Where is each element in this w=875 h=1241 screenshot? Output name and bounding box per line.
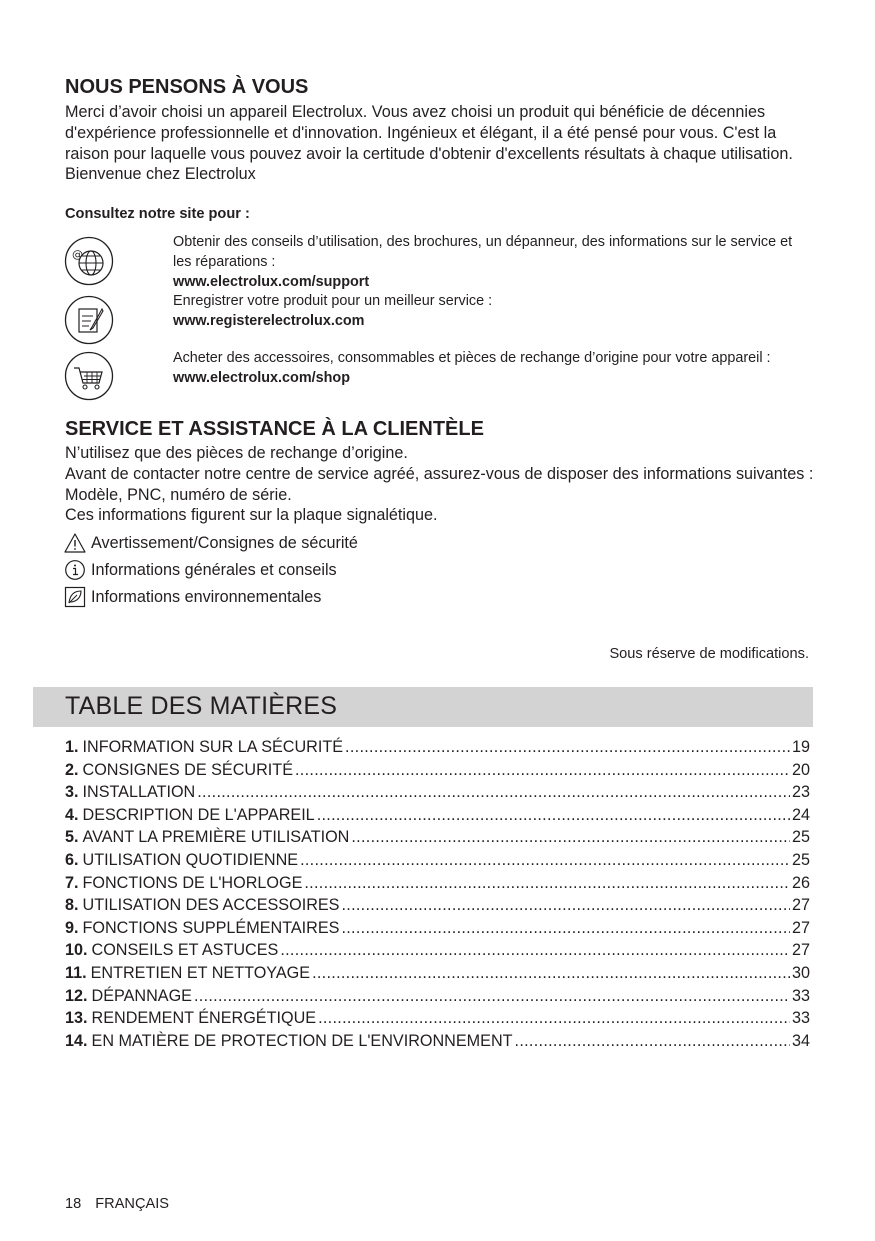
toc-leader <box>345 736 790 759</box>
toc-item[interactable] <box>65 736 810 759</box>
toc-label: DESCRIPTION DE L'APPAREIL <box>82 805 315 824</box>
toc-item[interactable] <box>65 917 810 940</box>
legend-environment <box>64 586 321 608</box>
service-text: Obtenir des conseils d’utilisation, des brochures, un dépanneur, des informations sur le service et les réparations : <box>173 234 793 270</box>
toc-label: CONSIGNES DE SÉCURITÉ <box>82 760 293 779</box>
globe-at-icon <box>64 236 114 286</box>
toc-number: 13. <box>65 1009 88 1028</box>
service-item-support <box>173 232 813 292</box>
service-item-register <box>173 291 813 331</box>
toc-page: 30 <box>791 963 810 982</box>
toc-item[interactable] <box>65 962 810 985</box>
toc-page: 24 <box>791 805 810 824</box>
toc-leader <box>295 759 790 782</box>
toc-item[interactable] <box>65 781 810 804</box>
assistance-line: Avant de contacter notre centre de service agréé, assurez-vous de disposer des informations suivantes : Modèle, PNC, numéro de série. <box>65 464 814 504</box>
legend-info <box>64 559 337 581</box>
service-text: Enregistrer votre produit pour un meilleur service : <box>173 293 493 309</box>
toc-leader <box>304 872 790 895</box>
shopping-cart-icon <box>64 351 114 401</box>
toc-item[interactable] <box>65 849 810 872</box>
legend-label: Informations générales et conseils <box>91 561 337 579</box>
intro-paragraph: Merci d’avoir choisi un appareil Electrolux. Vous avez choisi un produit qui bénéficie de décennies d'expérience professionnelle et d'innovation. Ingénieux et élégant, il a été pensé pour vous. C'est la raison pour laquelle vous pouvez avoir la certitude d'obtenir d'excellents résultats à chaque utilisation. <box>65 103 793 163</box>
toc-number: 14. <box>65 1031 88 1050</box>
registration-icon <box>64 295 114 345</box>
toc-page: 27 <box>791 896 810 915</box>
toc-label: UTILISATION DES ACCESSOIRES <box>82 896 340 915</box>
toc-number: 7. <box>65 873 79 892</box>
register-link[interactable]: www.registerelectrolux.com <box>173 313 365 329</box>
toc-leader <box>341 894 790 917</box>
toc-leader <box>317 804 790 827</box>
toc-number: 5. <box>65 828 79 847</box>
toc-page: 33 <box>791 986 810 1005</box>
table-of-contents <box>65 736 810 1052</box>
toc-leader <box>351 826 790 849</box>
toc-number: 12. <box>65 986 88 1005</box>
toc-page: 25 <box>791 828 810 847</box>
toc-label: DÉPANNAGE <box>91 986 192 1005</box>
legend-label: Informations environnementales <box>91 588 322 606</box>
toc-page: 23 <box>791 783 810 802</box>
modifications-note: Sous réserve de modifications. <box>609 646 809 662</box>
toc-label: INFORMATION SUR LA SÉCURITÉ <box>82 738 344 756</box>
page-number: 18 <box>65 1196 82 1212</box>
assistance-line: N’utilisez que des pièces de rechange d’origine. <box>65 444 408 462</box>
toc-page: 34 <box>791 1031 810 1050</box>
page-footer <box>65 1196 169 1212</box>
toc-item[interactable] <box>65 894 810 917</box>
toc-leader <box>312 962 790 985</box>
legend-warning <box>64 532 358 554</box>
toc-item[interactable] <box>65 985 810 1008</box>
toc-leader <box>197 781 790 804</box>
toc-label: INSTALLATION <box>82 783 196 802</box>
toc-number: 11. <box>65 963 87 982</box>
leaf-icon <box>64 586 86 608</box>
toc-leader <box>318 1007 790 1030</box>
toc-leader <box>194 985 790 1008</box>
toc-label: ENTRETIEN ET NETTOYAGE <box>90 963 311 982</box>
toc-title: TABLE DES MATIÈRES <box>65 692 338 720</box>
toc-leader <box>280 939 790 962</box>
toc-item[interactable] <box>65 872 810 895</box>
assistance-text <box>65 443 815 526</box>
toc-label: UTILISATION QUOTIDIENNE <box>82 850 299 869</box>
toc-label: CONSEILS ET ASTUCES <box>91 941 279 960</box>
toc-page: 27 <box>791 918 810 937</box>
shop-link[interactable]: www.electrolux.com/shop <box>173 370 350 386</box>
toc-page: 26 <box>791 873 810 892</box>
toc-number: 9. <box>65 918 79 937</box>
toc-label: FONCTIONS SUPPLÉMENTAIRES <box>82 918 340 937</box>
toc-leader <box>341 917 790 940</box>
support-link[interactable]: www.electrolux.com/support <box>173 274 370 290</box>
toc-label: RENDEMENT ÉNERGÉTIQUE <box>91 1009 317 1028</box>
toc-item[interactable] <box>65 804 810 827</box>
intro-text <box>65 102 815 185</box>
intro-title: NOUS PENSONS À VOUS <box>65 76 309 98</box>
toc-number: 6. <box>65 850 79 869</box>
toc-page: 19 <box>791 738 810 756</box>
assistance-title: SERVICE ET ASSISTANCE À LA CLIENTÈLE <box>65 418 484 440</box>
legend-label: Avertissement/Consignes de sécurité <box>91 534 358 552</box>
toc-leader <box>300 849 790 872</box>
toc-number: 2. <box>65 760 79 779</box>
toc-label: AVANT LA PREMIÈRE UTILISATION <box>82 828 350 847</box>
toc-item[interactable] <box>65 1030 810 1053</box>
toc-item[interactable] <box>65 826 810 849</box>
footer-language: FRANÇAIS <box>95 1196 170 1212</box>
svg-text:@: @ <box>72 248 83 261</box>
toc-item[interactable] <box>65 1007 810 1030</box>
toc-page: 33 <box>791 1009 810 1028</box>
service-item-shop <box>173 348 813 388</box>
toc-item[interactable] <box>65 939 810 962</box>
toc-page: 27 <box>791 941 810 960</box>
toc-number: 1. <box>65 738 79 756</box>
toc-leader <box>515 1030 790 1053</box>
toc-number: 10. <box>65 941 88 960</box>
toc-label: EN MATIÈRE DE PROTECTION DE L'ENVIRONNEMENT <box>91 1031 513 1050</box>
toc-label: FONCTIONS DE L'HORLOGE <box>82 873 303 892</box>
toc-page: 25 <box>791 850 810 869</box>
toc-number: 3. <box>65 783 79 802</box>
service-text: Acheter des accessoires, consommables et pièces de rechange d’origine pour votre appareil : <box>173 350 771 366</box>
warning-icon <box>64 532 86 554</box>
consult-label: Consultez notre site pour : <box>65 206 250 222</box>
toc-item[interactable] <box>65 759 810 782</box>
toc-page: 20 <box>791 760 810 779</box>
toc-number: 8. <box>65 896 79 915</box>
welcome-line: Bienvenue chez Electrolux <box>65 165 256 184</box>
toc-number: 4. <box>65 805 79 824</box>
assistance-line: Ces informations figurent sur la plaque signalétique. <box>65 506 438 525</box>
info-icon <box>64 559 86 581</box>
